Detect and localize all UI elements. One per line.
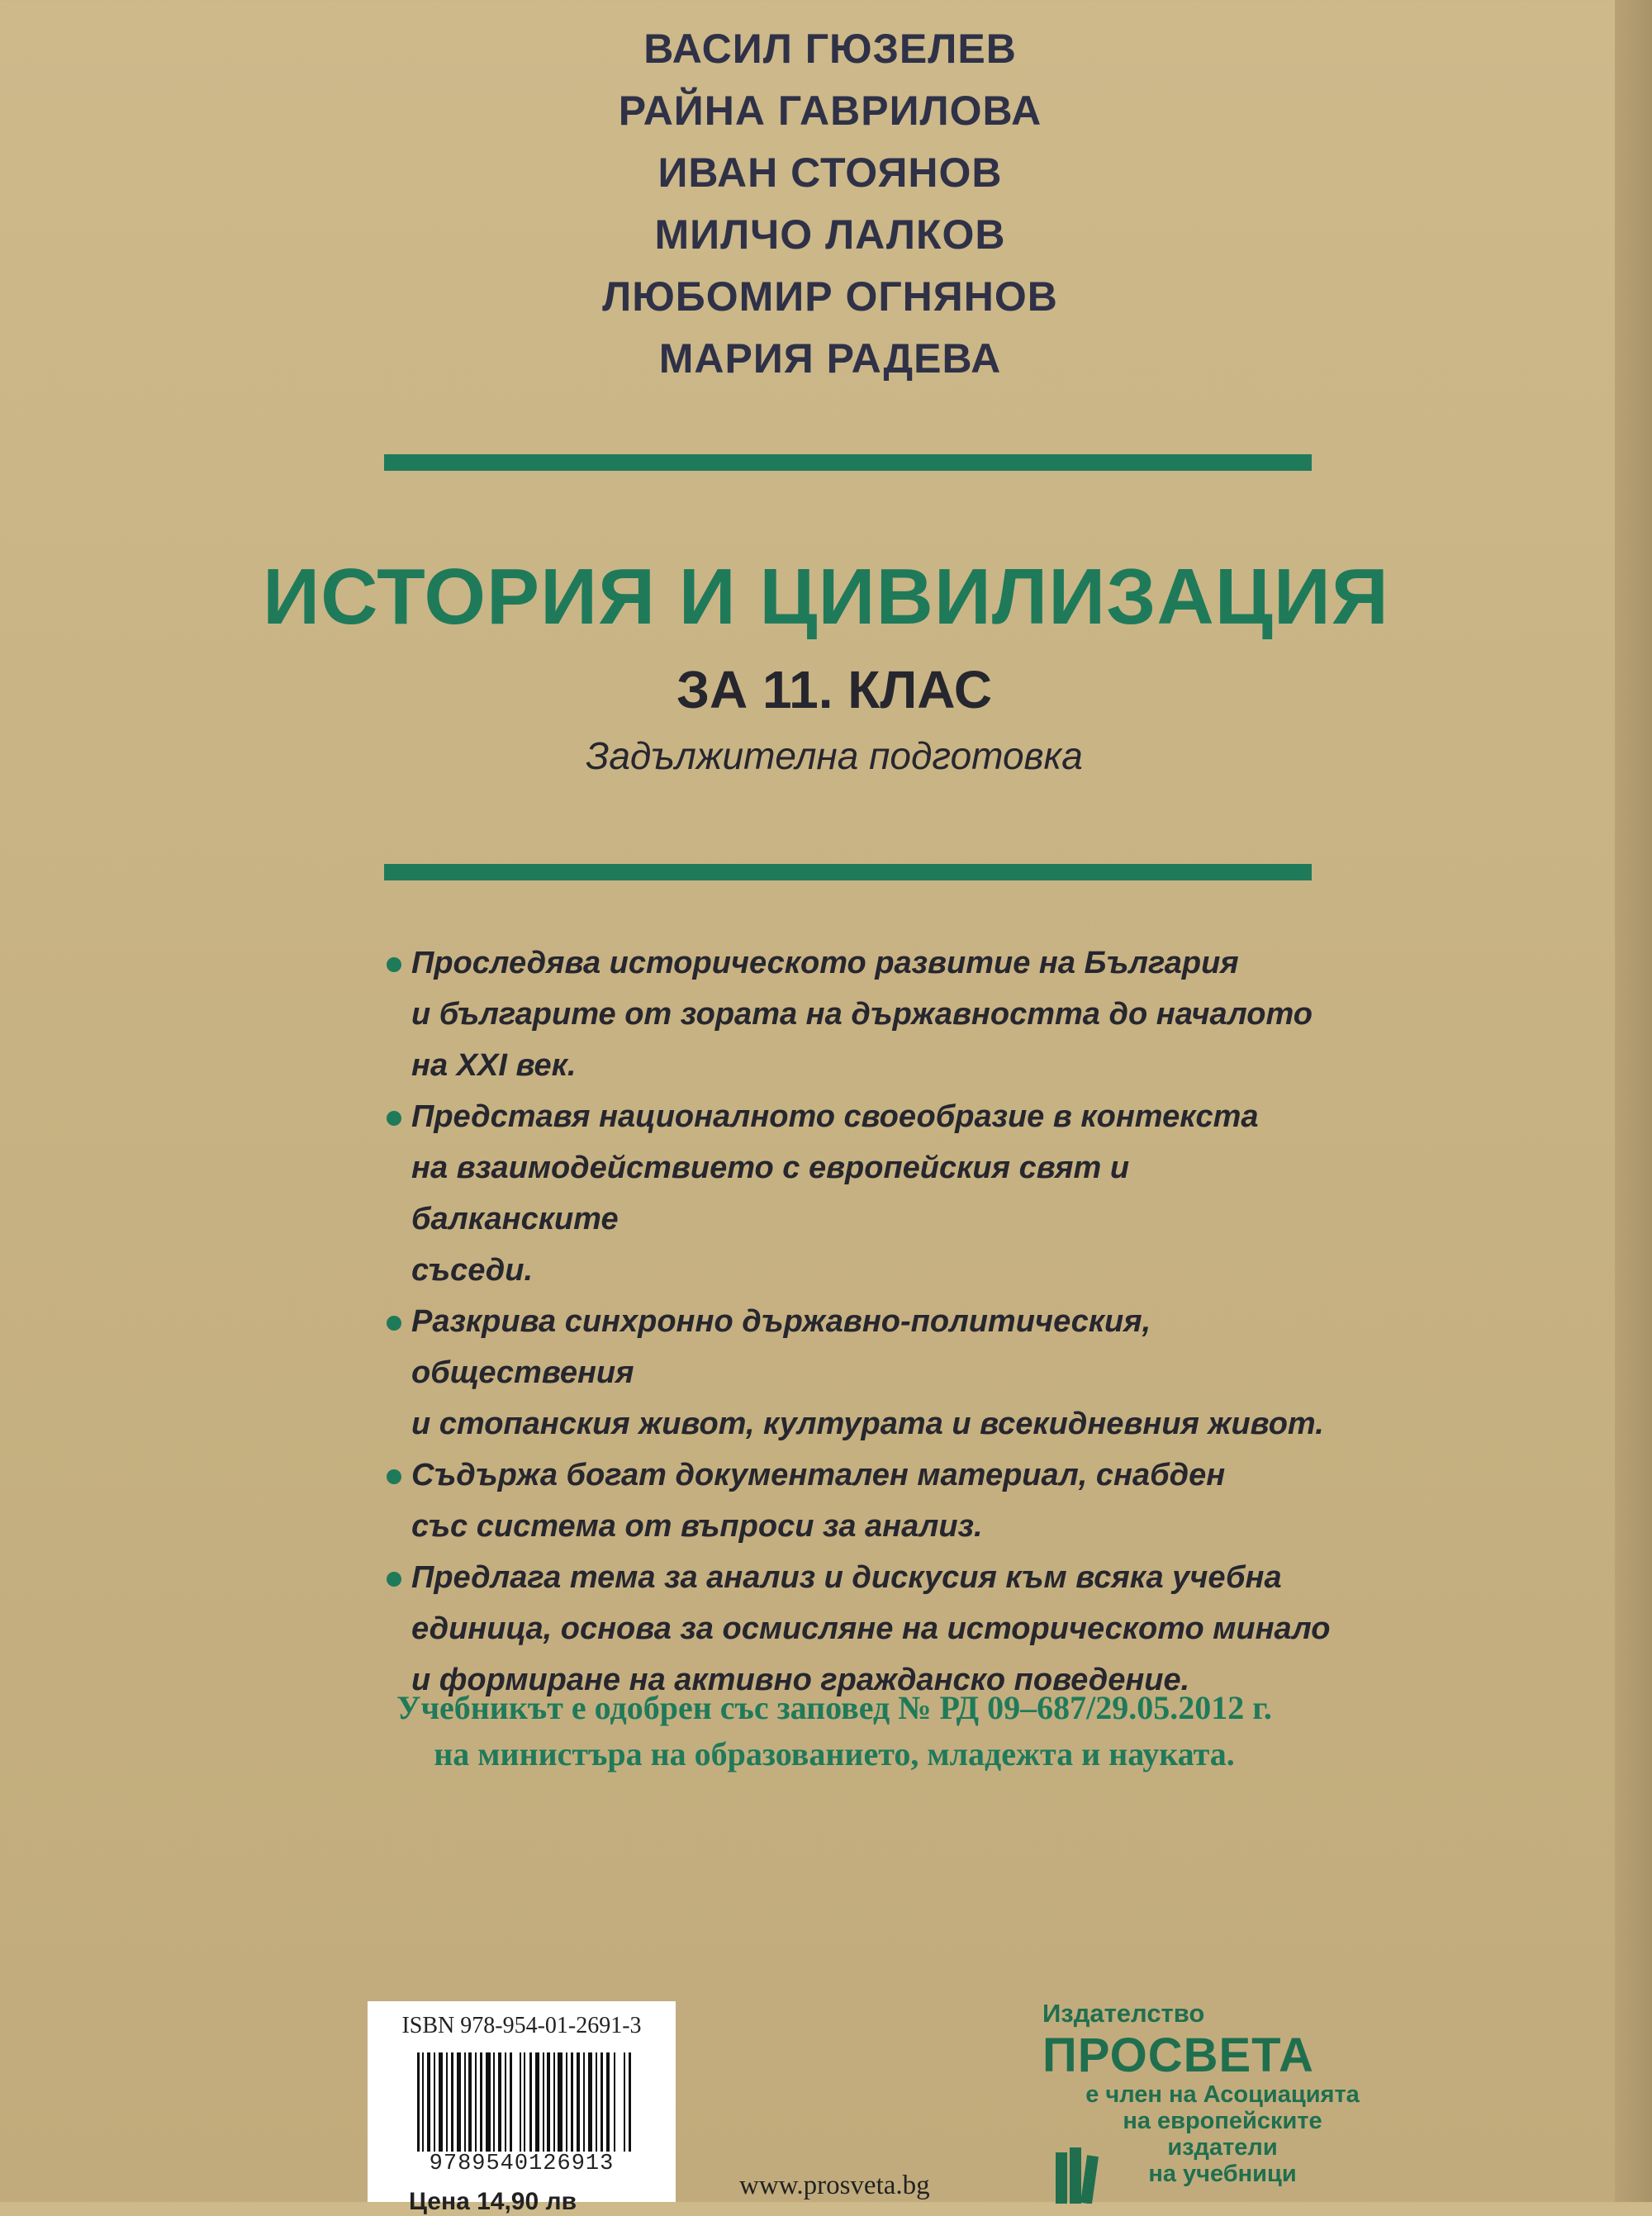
- isbn-text: ISBN 978-954-01-2691-3: [401, 2013, 642, 2038]
- list-item-line: съседи.: [411, 1253, 534, 1288]
- list-item-line: Съдържа богат документален материал, снабден: [411, 1458, 1226, 1492]
- subtitle: Задължителна подготовка: [586, 734, 1083, 777]
- author-name: МИЛЧО ЛАЛКОВ: [654, 211, 1006, 258]
- bullet-dot-icon: [387, 1316, 401, 1331]
- list-item-line: на XXI век.: [411, 1048, 577, 1083]
- list-item: [382, 937, 1332, 1091]
- list-item-line: Предлага тема за анализ и дискусия към всяка учебна: [411, 1560, 1282, 1595]
- publisher-website: www.prosveta.bg: [739, 2171, 930, 2200]
- book-title: ИСТОРИЯ И ЦИВИЛИЗАЦИЯ: [263, 553, 1389, 641]
- grade-label: ЗА 11. КЛАС: [676, 660, 993, 719]
- publisher-note-line: на европейските: [1123, 2108, 1322, 2134]
- bottom-divider: [384, 864, 1312, 880]
- books-logo-icon: [1054, 2146, 1104, 2204]
- bullet-dot-icon: [387, 1111, 401, 1126]
- list-item-line: единица, основа за осмисляне на историческото минало: [411, 1611, 1331, 1646]
- publisher-membership: [1074, 2081, 1371, 2187]
- approval-line: Учебникът е одобрен със заповед № РД 09–687/29.05.2012 г.: [396, 1689, 1272, 1726]
- list-item-line: и българите от зората на държавността до началото: [411, 997, 1313, 1032]
- barcode-number: 9789540126913: [368, 2152, 676, 2176]
- publisher-name: ПРОСВЕТА: [1042, 2029, 1314, 2082]
- approval-notice: [0, 1685, 1652, 1777]
- bullet-dot-icon: [387, 1572, 401, 1587]
- list-item: [382, 1091, 1332, 1296]
- publisher-label: Издателство: [1042, 1999, 1205, 2028]
- publisher-note-line: е член на Асоциацията: [1085, 2081, 1360, 2108]
- list-item-line: и формиране на активно гражданско поведение.: [411, 1663, 1190, 1697]
- author-name: МАРИЯ РАДЕВА: [658, 335, 1002, 382]
- author-name: ЛЮБОМИР ОГНЯНОВ: [602, 273, 1058, 320]
- price-label: Цена 14,90 лв: [409, 2188, 577, 2215]
- publisher-block: [1042, 1997, 1360, 2187]
- top-divider: [384, 454, 1312, 471]
- list-item: [382, 1450, 1332, 1552]
- approval-line: на министъра на образованието, младежта и науката.: [434, 1735, 1235, 1772]
- bullet-dot-icon: [387, 957, 401, 972]
- author-name: ВАСИЛ ГЮЗЕЛЕВ: [643, 26, 1017, 72]
- author-name: РАЙНА ГАВРИЛОВА: [618, 88, 1042, 134]
- list-item-line: и стопанския живот, културата и всекидневния живот.: [411, 1407, 1324, 1441]
- feature-list: [382, 937, 1332, 1706]
- publisher-note-line: на учебници: [1148, 2161, 1297, 2187]
- barcode-icon: [417, 2052, 632, 2168]
- list-item-line: Проследява историческото развитие на България: [411, 946, 1239, 980]
- list-item-line: Разкрива синхронно държавно-политическия, обществения: [411, 1304, 1151, 1390]
- publisher-note-line: издатели: [1167, 2134, 1278, 2161]
- list-item-line: на взаимодействието с европейския свят и балканските: [411, 1151, 1130, 1236]
- list-item-line: със система от въпроси за анализ.: [411, 1509, 983, 1544]
- list-item-line: Представя националното своеобразие в контекста: [411, 1099, 1259, 1134]
- list-item: [382, 1552, 1332, 1706]
- list-item: [382, 1296, 1332, 1450]
- author-name: ИВАН СТОЯНОВ: [657, 149, 1003, 196]
- author-list: [0, 18, 1652, 390]
- bullet-dot-icon: [387, 1469, 401, 1484]
- barcode-label: [368, 2001, 676, 2215]
